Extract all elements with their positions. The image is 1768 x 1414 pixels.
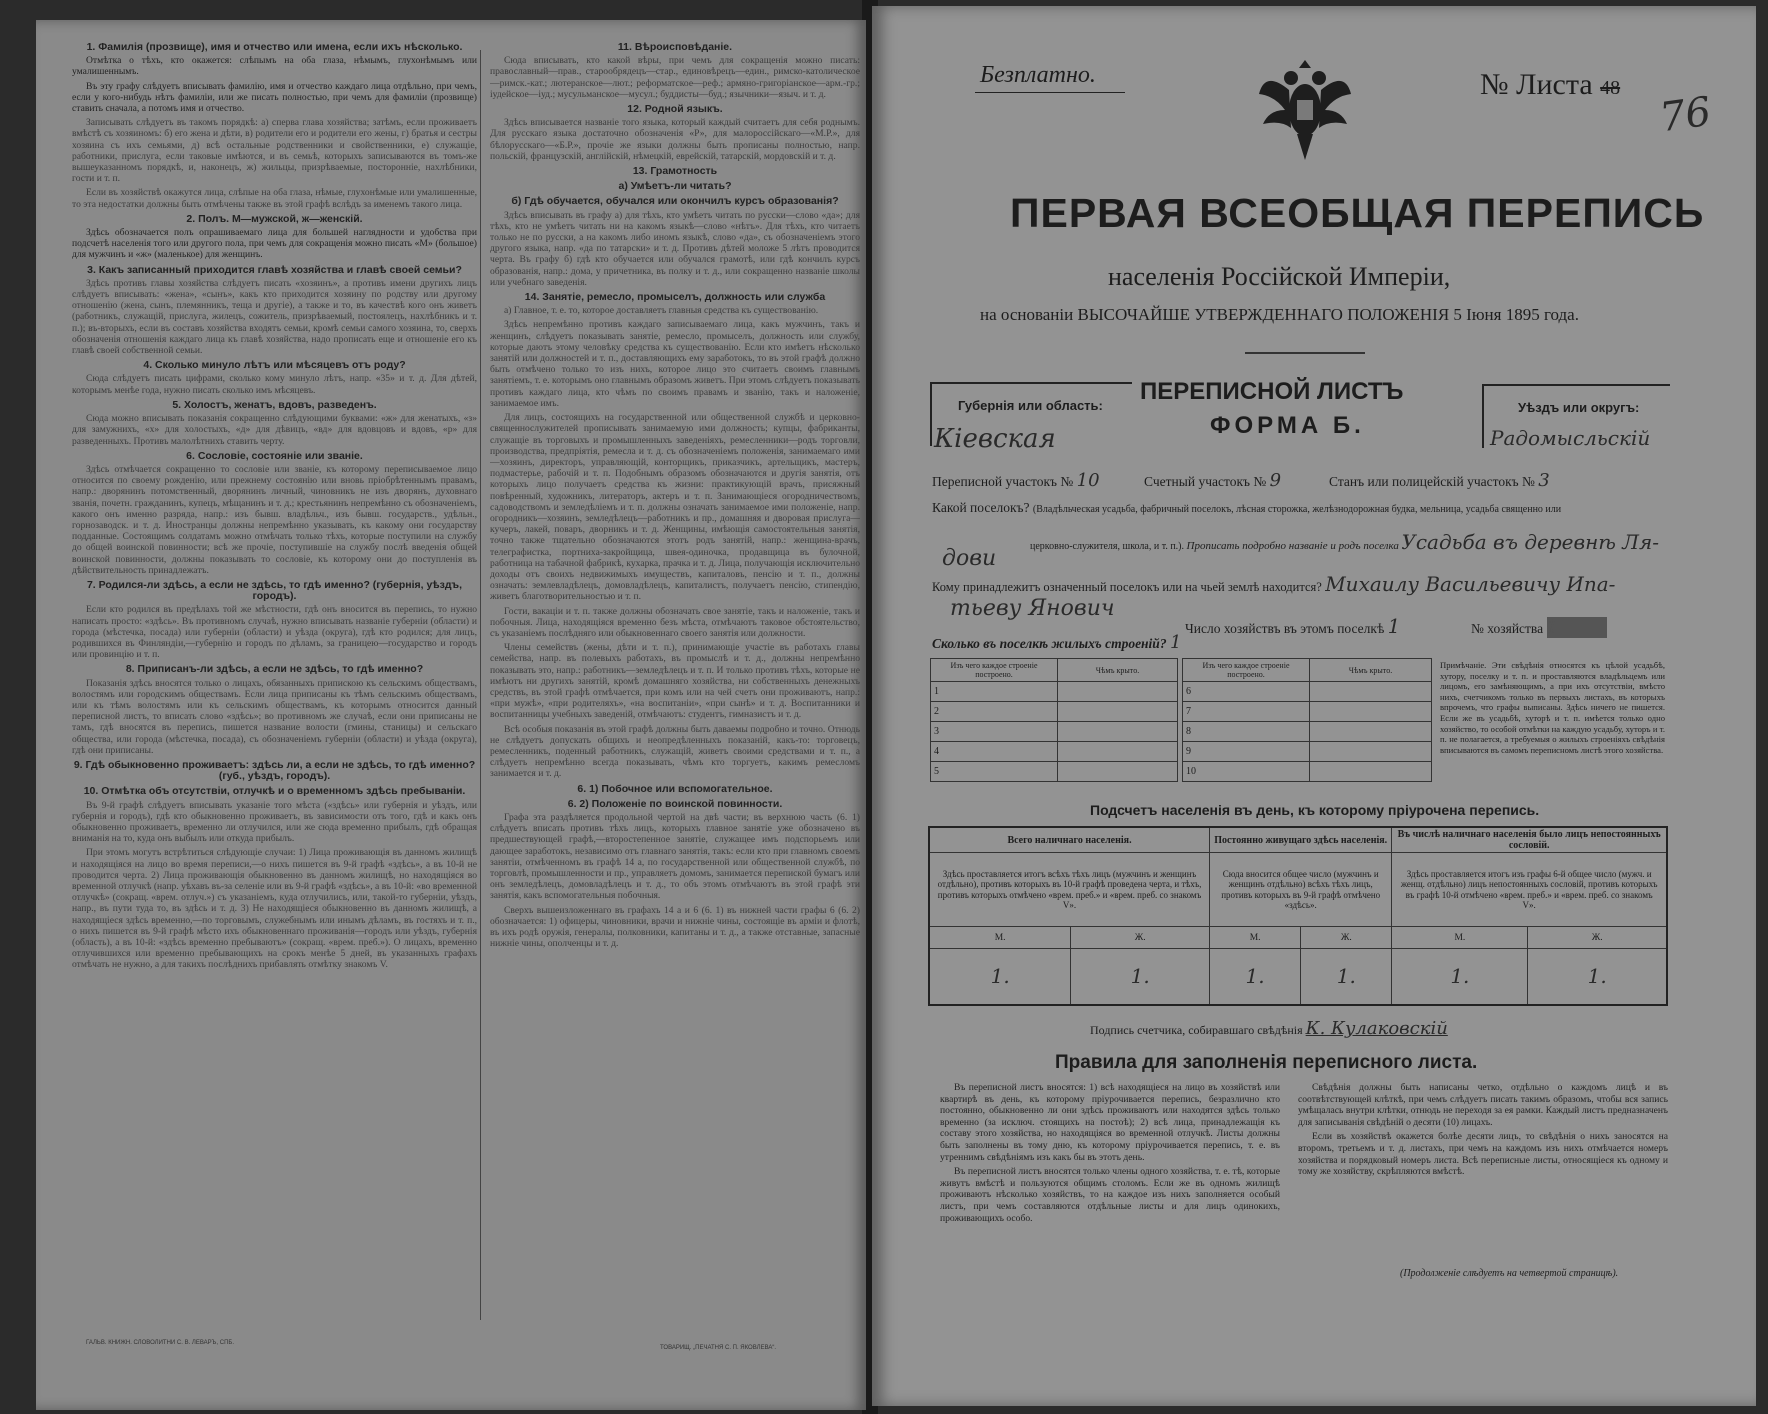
police-area-value[interactable]: 3: [1538, 470, 1550, 491]
section-text-filler: Графа эта раздѣляется продольной чертой на двѣ части; въ верхнюю часть (6. 1) слѣдуетъ вписать противъ тѣхъ лицъ, которыхъ главное занятіе уже обозначено въ предшествующей графѣ,—второстепенное занятіе, служащее имъ подспорьемъ или дающее заработокъ, независимо отъ главнаго занятія, такъ: если кто при главномъ своемъ занятіи, отмѣченномъ въ графѣ 14 а, по государственной или общественной службѣ, по торговлѣ, промышленности и пр., управляетъ домомъ, занимается перепиской бумагъ или онъ земледѣлецъ, домовладѣлецъ и т. д., то объ этомъ отмѣчаютъ въ этой графѣ эти занятія, какъ вспомогательныя побочныя.: [490, 812, 860, 902]
section-text-filler: Сюда слѣдуетъ писать цифрами, сколько кому минуло лѣтъ, напр. «35» и т. д. Для дѣтей, которымъ менѣе года, нужно писать сколько имъ мѣсяцевъ.: [72, 373, 477, 396]
section-heading-4: 4. Сколько минуло лѣтъ или мѣсяцевъ отъ роду?: [143, 359, 406, 372]
section-heading-14-1: 6. 1) Побочное или вспомогательное.: [577, 782, 773, 795]
section-text-filler: Сверхъ вышеизложеннаго въ графахъ 14 а и 6 (6. 1) въ нижней части графы 6 (6. 2) обозначается: 1) офицеры, чиновники, врачи и нижніе чины, состоящіе въ арміи и флотѣ, въ ихъ родѣ оружія, генералы, полковники, капитаны и т. д., а также отставные, запасные нижніе чины, ополченцы и т. д.: [490, 904, 860, 950]
households-label: Число хозяйствъ въ этомъ поселкѣ: [1185, 621, 1385, 636]
rules-text-filler: Въ переписной листъ вносятся только члены одного хозяйства, т. е. тѣ, которые живутъ вмѣстѣ и пользуются общимъ столомъ. Если же въ одномъ жилищѣ проживаютъ нѣсколько хозяйствъ, то на каждое изъ нихъ заполняется особый листъ, при чемъ составляются отдѣльные листы и для лицъ одинокихъ, проживающихъ особо.: [940, 1166, 1280, 1224]
section-heading-3: 3. Какъ записанный приходится главѣ хозяйства и главѣ своей семьи?: [87, 263, 462, 276]
row-number: 3: [931, 722, 1058, 742]
section-heading-8: 8. Приписанъ-ли здѣсь, а если не здѣсь, то гдѣ именно?: [125, 663, 424, 676]
permanent-residents-header: Постоянно живущаго здѣсь населенія.: [1210, 827, 1392, 853]
section-text-filler: Члены семействъ (жены, дѣти и т. п.), принимающіе участіе въ работахъ главы семейства, напр. въ полевыхъ работахъ, въ промыслѣ и т. д., должны непремѣнно показывать это, напр.: работникъ—земледѣлецъ и т. п. И только противъ тѣхъ, которые не имѣютъ ни другихъ занятій, кромѣ домашняго хозяйства, ни собственныхъ денежныхъ средствъ, въ этой графѣ отмѣчается, при комъ или на чей счетъ они проживаютъ, напр.: «при мужѣ», «при родителяхъ», «на воспитаніи», «при сынѣ» и т. д. Воспитанники и воспитанницы учебныхъ заведеній, отмѣчаютъ: студентъ, гимназистъ и т. д.: [490, 642, 860, 721]
row-number: 9: [1183, 742, 1310, 762]
count-cell[interactable]: 1.: [1071, 949, 1210, 1005]
sex-male-label: М.: [1392, 927, 1528, 949]
empty-cell[interactable]: [1058, 702, 1178, 722]
table-row: [1183, 682, 1432, 702]
total-present-description: Здѣсь проставляется итогъ всѣхъ тѣхъ лицъ (мужчинъ и женщинъ отдѣльно), противъ которыхъ въ 10-й графѣ проведена черта, и тѣхъ, противъ которыхъ отмѣчено «врем. преб.» и «врем. преб. со знакомъ V».: [929, 853, 1210, 927]
census-area-label: Переписной участокъ №: [932, 474, 1074, 489]
section-text-filler: Если кто родился въ предѣлахъ той же мѣстности, гдѣ онъ вносится въ перепись, то нужно написать просто: «здѣсь». Въ противномъ случаѣ, нужно вписывать названіе губерніи (области) и города (мѣстечка, посада) или губерніи (области) и уѣзда (округа), гдѣ кто родился; для лицъ, родившихся въ Финляндіи,—губернію и городъ по дѣламъ, за границею—государство и городъ или провинцію и т. п.: [72, 604, 477, 661]
settlement-hint: (Владѣльческая усадьба, фабричный поселокъ, лѣсная сторожка, желѣзнодорожная будка, мельница, усадьба священно или: [1032, 504, 1562, 515]
count-cell[interactable]: 1.: [1301, 949, 1392, 1005]
table-row: [931, 742, 1178, 762]
row-number: 8: [1183, 722, 1310, 742]
census-sheet-title: ПЕРЕПИСНОЙ ЛИСТЪ: [1140, 378, 1404, 405]
area-numbers-row: [932, 470, 1550, 491]
buildings-col-roof: Чѣмъ крыто.: [1310, 659, 1432, 682]
owner-value-2[interactable]: тьеву Янович: [950, 596, 1115, 621]
left-imprint: ГАЛЬВ. КНИЖН. СЛОВОЛИТНИ С. В. ЛЕВАРЪ, СПБ.: [86, 1340, 234, 1346]
section-heading-13a: а) Умѣетъ-ли читать?: [618, 180, 732, 193]
table-row: [931, 722, 1178, 742]
section-heading-2: 2. Полъ. М—мужской, ж—женскій.: [186, 212, 363, 225]
section-heading-13: 13. Грамотность: [632, 165, 718, 178]
section-heading-9: 9. Гдѣ обыкновенно проживаетъ: здѣсь ли, а если не здѣсь, то гдѣ именно? (губ., уѣздъ, городъ).: [73, 758, 476, 783]
rules-text: Въ переписной листъ вносятся: 1) всѣ находящіеся на лицо въ хозяйствѣ или квартирѣ въ день, къ которому пріурочивается перепись, безразлично кто постоянно, обыкновенно ли они здѣсь проживаютъ или находятся здѣсь только временно (за исключ. стоящихъ на постоѣ); 2) всѣ лица, принадлежащія къ составу этого хозяйства, но находящіяся во временной отлучкѣ. Листы должны быть заполнены въ тому дню, къ которому пріурочивается перепись, т. е. въ утреннимъ свѣдѣніямъ изъ какъ бы въ этотъ день.: [940, 1082, 1280, 1163]
population-count-title: Подсчетъ населенія въ день, къ которому пріурочена перепись.: [1090, 802, 1540, 818]
free-label: Безплатно.: [980, 62, 1096, 88]
rules-continued: (Продолженіе слѣдуетъ на четвертой страницѣ).: [1400, 1268, 1619, 1279]
legal-basis: на основаніи ВЫСОЧАЙШЕ УТВЕРЖДЕННАГО ПОЛОЖЕНІЯ 5 Іюня 1895 года.: [980, 305, 1579, 324]
sex-male-label: М.: [929, 927, 1071, 949]
section-heading-14: 14. Занятіе, ремесло, промыселъ, должность или служба: [524, 291, 826, 304]
section-text-filler: Въ 9-й графѣ слѣдуетъ вписывать указаніе того мѣста («здѣсь» или губернія и уѣздъ, или губернія и городъ), гдѣ кто обыкновенно проживаетъ, въ зависимости отъ того, гдѣ и какъ онъ обыкновенно проживаетъ, временно ли отлучился, или же сюда временно прибылъ, гдѣ обращая вниманія на то, куда онъ выбылъ или откуда прибылъ.: [72, 799, 477, 845]
buildings-note: Примѣчаніе. Эти свѣдѣнія относятся къ цѣлой усадьбѣ, хутору, поселку и т. п. и проставляются владѣльцемъ или лицомъ, его замѣняющимъ, а при ихъ отсутствіи, вмѣсто нихъ, счетчикомъ только въ первыхъ листахъ, въ которыхъ впрочемъ, что графы выписаны. Здѣсь ничего не пишется. Если же въ усадьбѣ, хуторѣ и т. п. имѣется только одно хозяйство, то особой отмѣтки на каждую усадьбу, хуторъ и т. п. не полагается, а требуемыя о жилыхъ строеніяхъ свѣдѣнія вписываются въ самомъ переписномъ листѣ этого хозяйства.: [1440, 660, 1665, 755]
free-underline: [975, 92, 1125, 93]
form-type-title: ФОРМА Б.: [1210, 412, 1365, 439]
section-text: Въ эту графу слѣдуетъ вписывать фамилію, имя и отчество каждаго лица отдѣльно, при чемъ, если у кого-нибудь нѣтъ фамиліи, или же писать полностью, при чемъ для фамиліи (прозвище) ставить сначала, а потомъ имя и отчество.: [72, 80, 477, 115]
mid-imprint: ТОВАРИЩ. „ПЕЧАТНЯ С. П. ЯКОВЛЕВА“.: [660, 1345, 777, 1351]
count-cell[interactable]: 1.: [1392, 949, 1528, 1005]
section-text-filler: Здѣсь отмѣчается сокращенно то сословіе или званіе, къ которому переписываемое лицо относится по своему рожденію, или прежнему состоянію или вновь пріобрѣтеннымъ правамъ, напр.: дворянинъ потомственный, дворянинъ личный, чиновникъ не изъ дворянъ, духовнаго званія, почетн. гражданинъ, купецъ, мѣщанинъ и т. д.; крестьянинъ непремѣнно съ обозначеніемъ, какого онъ именно разряда, напр.: изъ бывш. владѣльч., изъ бывш. государств., удѣльн., горнозаводск. и т. д. Иностранцы должны непремѣнно указывать, къ какому они государству подданные. Состоящимъ солдатамъ можно отмѣчать только тѣхъ, которые поступили на службу до общей воинской повинности; всѣ же прочіе, поступившіе на службу послѣ введенія общей воинской повинности, должны показывать то сословіе, къ которому они до поступленія въ дѣйствительность принадлежатъ.: [72, 463, 477, 576]
row-number: 6: [1183, 682, 1310, 702]
buildings-value[interactable]: 1: [1169, 632, 1182, 653]
buildings-col-roof: Чѣмъ крыто.: [1058, 659, 1178, 682]
count-area-label: Счетный участокъ №: [1144, 474, 1267, 489]
total-present-header: Всего наличнаго населенія.: [929, 827, 1210, 853]
households-value[interactable]: 1: [1387, 614, 1401, 638]
census-area-value[interactable]: 10: [1076, 470, 1100, 491]
enumerator-signature-row: [1090, 1018, 1448, 1039]
sheet-number-text: № Листа: [1480, 68, 1593, 101]
household-number-label: № хозяйства: [1471, 621, 1544, 636]
empty-cell[interactable]: [1310, 742, 1432, 762]
section-heading-5: 5. Холостъ, женатъ, вдовъ, разведенъ.: [172, 398, 377, 411]
section-text-filler: Сюда вписывать, кто какой вѣры, при чемъ для сокращенія можно писать: православный—прав., старообрядецъ—стар., единовѣрецъ—един., римско-католическое—римск.-кат.; лютеранское—лют.; реформатское—реф.; армяно-григоріанское—арм.-гр.; іудейское—іуд.; мусульманское—мусул.; буддисты—буд.; язычники—языч. и т. д.: [490, 55, 860, 100]
sex-female-label: Ж.: [1301, 927, 1392, 949]
owner-value[interactable]: Михаилу Васильевичу Ипа-: [1325, 572, 1616, 596]
row-number: 4: [931, 742, 1058, 762]
section-heading-11: 11. Вѣроисповѣданіе.: [617, 41, 733, 53]
empty-cell[interactable]: [1310, 722, 1432, 742]
section-text-filler: Здѣсь противъ главы хозяйства слѣдуетъ писать «хозяинъ», а противъ имени другихъ лицъ слѣдуетъ вписывать: «жена», «сынъ», какъ кто приходится хозяину по родству или другому отношенію (жена, сынъ, племянникъ, теща и другіе), а также и то, въ качествѣ кого онъ живетъ (работникъ, служащій, прислуга, жилецъ, сожитель, призрѣваемый, постоялецъ, нахлѣбникъ и т. п.); въ-вторыхъ, если въ составъ хозяйства входятъ семьи, кромѣ семьи самого хозяина, то, сверхъ обозначенія отношенія каждаго лица къ главѣ хозяйства, надо прописать еще и отношеніе его къ главѣ своей собственной семьи.: [72, 277, 477, 357]
settlement-value-2[interactable]: дови: [942, 546, 997, 571]
row-number: 10: [1183, 762, 1310, 782]
province-value[interactable]: Кіевская: [934, 424, 1056, 454]
section-text: Отмѣтка о тѣхъ, кто окажется: слѣпымъ на оба глаза, нѣмымъ, глухонѣмымъ или умалишеннымъ.: [72, 55, 477, 78]
sheet-number-handwritten: 76: [1657, 88, 1714, 142]
section-heading-10: 10. Отмѣтка объ отсутствіи, отлучкѣ и о временномъ здѣсь пребываніи.: [83, 785, 466, 798]
sex-female-label: Ж.: [1071, 927, 1210, 949]
section-heading-7: 7. Родился-ли здѣсь, а если не здѣсь, то гдѣ именно? (губернія, уѣздъ, городъ).: [86, 578, 463, 603]
settlement-value[interactable]: Усадьба въ деревнѣ Ля-: [1401, 530, 1659, 554]
province-label: Губернія или область:: [958, 398, 1103, 413]
buildings-col-material: Изъ чего каждое строеніе построено.: [931, 659, 1058, 682]
section-text-filler: Сюда можно вписывать показанія сокращенно слѣдующими буквами: «ж» для женатыхъ, «з» для замужнихъ, «х» для холостыхъ, «д» для дѣвицъ, «вд» для вдовцовъ и вдовъ, «р» для разведенныхъ. Противъ малолѣтнихъ ставить черту.: [72, 413, 477, 447]
settlement-hint-row: [1030, 530, 1659, 554]
count-cell[interactable]: 1.: [1210, 949, 1301, 1005]
district-value[interactable]: Радомысльскій: [1490, 426, 1651, 450]
non-permanent-description: Здѣсь проставляется итогъ изъ графы 6-й общее число (мужч. и женщ. отдѣльно) лицъ непостоянныхъ сословій, противъ которыхъ въ графѣ 10-й отмѣчено «врем. преб.» и «врем. преб. со знакомъ V».: [1392, 853, 1667, 927]
row-number: 2: [931, 702, 1058, 722]
buildings-col-material: Изъ чего каждое строеніе построено.: [1183, 659, 1310, 682]
sex-male-label: М.: [1210, 927, 1301, 949]
section-text: Здѣсь обозначается полъ опрашиваемаго лица для большей наглядности и удобства при подсчетѣ населенія того или другого пола, при чемъ для сокращенія можно писать «М» (большое) для мужчинъ и «ж» (маленькое) для женщинъ.: [72, 227, 477, 261]
row-number: 1: [931, 682, 1058, 702]
settlement-hint-2: церковно-служителя, школа, и т. п.).: [1030, 541, 1184, 552]
signature-value[interactable]: К. Кулаковскій: [1305, 1018, 1448, 1039]
empty-cell[interactable]: [1310, 762, 1432, 782]
section-heading-13b: б) Гдѣ обучается, обучался или окончилъ курсъ образованія?: [511, 195, 839, 208]
police-area-label: Станъ или полицейскій участокъ №: [1329, 474, 1535, 489]
settlement-row: [932, 500, 1561, 516]
section-heading-14-2: 6. 2) Положеніе по воинской повинности.: [567, 797, 783, 810]
count-area-value[interactable]: 9: [1269, 470, 1282, 491]
rules-column-right: [1298, 1082, 1668, 1262]
section-text-filler: Показанія здѣсь вносятся только о лицахъ, обязанныхъ припискою къ сельскимъ обществамъ, волостямъ или городскимъ обществамъ. Если лица приписаны къ тѣмъ сельскимъ обществамъ, или къ тѣмъ волостямъ или къ сельскимъ обществамъ, къ которымъ относится данный переписной листъ, то вписать слово «здѣсь»; во противномъ же случаѣ, если они приписаны не тамъ, гдѣ вносятся въ перепись, пишется название волости (гмины, станицы) и сельскаго общества, или города (мѣстечка, посада), съ обозначеніемъ губерніи (области) и уѣзда (округа), гдѣ они приписаны.: [72, 677, 477, 756]
rules-column-left: [940, 1082, 1280, 1282]
signature-label: Подпись счетчика, собиравшаго свѣдѣнія: [1090, 1023, 1303, 1037]
settlement-label: Какой поселокъ?: [932, 500, 1030, 515]
households-row: [1185, 614, 1607, 638]
table-row: [1183, 762, 1432, 782]
table-row: [931, 682, 1178, 702]
form-subtitle: населенія Россійской Имперіи,: [1108, 262, 1451, 291]
rules-text: Свѣдѣнія должны быть написаны четко, отдѣльно о каждомъ лицѣ и въ соотвѣтствующей клѣткѣ, при чемъ слѣдуетъ писать такимъ образомъ, чтобы вся запись умѣщалась внутри клѣтки, отнюдь не переходя за ея рамки. Каждый листъ предназначенъ для записыванія свѣдѣній о десяти (10) лицахъ.: [1298, 1082, 1668, 1128]
instructions-column-1: [72, 38, 477, 1338]
sex-female-label: Ж.: [1528, 927, 1667, 949]
section-text-filler: Здѣсь вписывается названіе того языка, который каждый считаетъ для себя роднымъ. Для русскаго языка достаточно обозначенія «Р», для малороссійскаго—«М.Р.», для бѣлорусскаго—«Б.Р.», прочіе же языки должны быть прописаны полностью, напр. польскій, французскій, англійскій, нѣмецкій, еврейскій, татарскій, мордовскій и т. д.: [490, 117, 860, 162]
empty-cell[interactable]: [1310, 682, 1432, 702]
form-main-title: ПЕРВАЯ ВСЕОБЩАЯ ПЕРЕПИСЬ: [1010, 190, 1705, 236]
permanent-residents-description: Сюда вносится общее число (мужчинъ и женщинъ отдѣльно) всѣхъ тѣхъ лицъ, противъ которыхъ въ 9-й графѣ отмѣчено «здѣсь».: [1210, 853, 1392, 927]
section-text-filler: Всѣ особыя показанія въ этой графѣ должны быть даваемы подробно и точно. Отнюдь не слѣдуетъ допускать общихъ и неопредѣленныхъ показаній, какъ-то: торговецъ, ремесленникъ, поденный работникъ, служащій, живетъ своими средствами и т. п., а слѣдуетъ непремѣнно всегда показывать, чѣмъ кто торгуетъ, какимъ ремесломъ занимается и т. д.: [490, 723, 860, 780]
buildings-label: Сколько въ поселкѣ жилыхъ строеній?: [932, 636, 1167, 651]
owner-label: Кому принадлежитъ означенный поселокъ или на чьей землѣ находится?: [932, 580, 1322, 594]
province-box: [930, 382, 1132, 454]
buildings-row: [932, 632, 1181, 653]
section-text-filler: Гости, вакаціи и т. п. также должны обозначать свое занятіе, такъ и наложеніе, такъ и побочныя. Лица, находящіяся временно безъ мѣста, отмѣчаютъ таковое обстоятельство, съ указаніемъ послѣдняго или обыкновеннаго своего занятія или должности.: [490, 605, 860, 639]
rules-title: Правила для заполненія переписного листа.: [1055, 1052, 1478, 1073]
table-row: [1183, 702, 1432, 722]
section-text-filler: Здѣсь вписывать въ графу а) для тѣхъ, кто умѣетъ читать по русски—слово «да»; для тѣхъ, кто не умѣетъ читать ни на какомъ языкѣ—слово «нѣтъ». Для тѣхъ, кто читаетъ только не по русски, а на какомъ либо иномъ языкѣ, слово «да», съ обозначеніемъ этого другого языка, напр. «да по татарски» и т. д. Противъ дѣтей моложе 5 лѣтъ проводится черта. Въ графу б) гдѣ кто обучается или обучался грамотѣ, или гдѣ кончилъ курсъ образованія, напр.: дома, у причетника, въ полку и т. д., или сокращенно названіе школы или учебнаго заведенія.: [490, 209, 860, 288]
owner-row: [932, 572, 1615, 596]
count-cell[interactable]: 1.: [1528, 949, 1667, 1005]
table-row: [1183, 722, 1432, 742]
double-headed-eagle-emblem: [1255, 50, 1355, 170]
empty-cell[interactable]: [1058, 722, 1178, 742]
section-heading-1: 1. Фамилія (прозвище), имя и отчество или имена, если ихъ нѣсколько.: [86, 41, 463, 53]
rules-text-filler: Если въ хозяйствѣ окажется болѣе десяти лицъ, то свѣдѣнія о нихъ заносятся на второмъ, третьемъ и т. д. листахъ, при чемъ на каждомъ изъ нихъ отмѣчается номеръ хозяйства и порядковый номеръ листа. Всѣ переписные листы, относящіеся къ одному и тому же хозяйству, скрѣпляются вмѣстѣ.: [1298, 1131, 1668, 1178]
table-row: [1183, 742, 1432, 762]
row-number: 7: [1183, 702, 1310, 722]
section-text-filler: Для лицъ, состоящихъ на государственной или общественной службѣ и церковно-священнослужителей прописывать занимаемую ими должность; купцы, фабриканты, служащіе въ торговыхъ и промышленныхъ заведеніяхъ, ремесленники—родъ торговли, производства, предпріятія, ремесла и т. д. съ обозначеніемъ положенія, занимаемаго ими—хозяинъ, директоръ, управляющій, конторщикъ, приказчикъ, артельщикъ, мастеръ, подмастерье, рабочій и т. п. Подобнымъ образомъ обозначаются и другія занятія, отъ которыхъ лицо получаетъ средства къ жизни: практикующій врачъ, присяжный повѣренный, художникъ, литераторъ, актеръ и т. п. Занимающіеся огородничествомъ, садоводствомъ и земледѣліемъ и т. п. должны означать занимаемое ими положеніе, напр. огородникъ—хозяинъ, земледѣлецъ—работникъ и пр., домашняя и дворовая прислуга—кучеръ, лакей, поваръ, дворникъ и т. д. Женщины, имѣющія самостоятельныя занятія, точно также тщательно обозначаются этотъ родъ занятій, напр.: женщина-врачъ, телеграфистка, портниха-закройщица, швея-одиночка, продавщица въ булочной, работница на табачной фабрикѣ, кухарка, прачка и т. д. Лица, получающія исключительно доходы отъ своихъ недвижимыхъ имуществъ, капиталовъ, пенсію и т. п., должны означать: землевладѣлецъ, домовладѣлецъ, капиталистъ, получаетъ пенсію, стипендію, живетъ благотворительностью и т. п.: [490, 412, 860, 603]
table-row: [931, 762, 1178, 782]
count-cell[interactable]: 1.: [929, 949, 1071, 1005]
title-rule: [1245, 352, 1365, 354]
population-count-table: [928, 826, 1668, 1006]
district-box: [1482, 384, 1670, 448]
section-text-filler: Записывать слѣдуетъ въ такомъ порядкѣ: а) сперва глава хозяйства; затѣмъ, если проживаетъ вмѣстѣ съ хозяиномъ: б) его жена и дѣти, в) родители его и родители его жены, г) братья и сестры хозяина съ ихъ семьями, д) всѣ остальные родственники и свойственники, е) служащіе, работники, прислуга, если таковые имѣются, и въ семьѣ, которыхъ записываются въ томъ-же вышеуказанномъ порядкѣ, и, наконецъ, ж) жильцы, призрѣваемые, посторонніе, нахлѣбники, гости и т. п.: [72, 117, 477, 185]
empty-cell[interactable]: [1058, 682, 1178, 702]
section-heading-6: 6. Сословіе, состояніе или званіе.: [186, 449, 363, 462]
empty-cell[interactable]: [1058, 762, 1178, 782]
non-permanent-estates-header: Въ числѣ наличнаго населенія было лицъ непостоянныхъ сословій.: [1392, 827, 1667, 853]
empty-cell[interactable]: [1310, 702, 1432, 722]
empty-cell[interactable]: [1058, 742, 1178, 762]
district-label: Уѣздъ или округъ:: [1518, 400, 1640, 415]
household-number-value[interactable]: 1: [1547, 617, 1607, 638]
instructions-column-2: [490, 38, 860, 1348]
buildings-table-right: [1182, 658, 1432, 782]
section-heading-12: 12. Родной языкъ.: [627, 103, 723, 116]
section-text-filler: Здѣсь непремѣнно противъ каждаго записываемаго лица, какъ мужчинъ, такъ и женщинъ, слѣдуетъ показывать занятіе, ремесло, промыселъ, должность или службу, которые даютъ этому человѣку средства къ существованію. Если кто имѣетъ нѣсколько занятій или должностей и т. п., доставляющихъ ему заработокъ, то въ этой графѣ должно быть отмѣчено только то изъ нихъ, которое лицо это считаетъ своимъ главнымъ занятіемъ, т. е. которымъ оно главнымъ образомъ живетъ. При этомъ слѣдуетъ показывать противъ каждаго лица, кто чѣмъ по своимъ правамъ и званію, такъ и наложеніе, занимаемое имъ.: [490, 319, 860, 409]
section-text-filler: При этомъ могутъ встрѣтиться слѣдующіе случаи: 1) Лица проживающія въ данномъ жилищѣ и находящіяся на лицо во время переписи,—о нихъ пишется въ 9-й графѣ «здѣсь», а въ 10-й не проводится черта. 2) Лица проживающія обыкновенно въ данномъ жилищѣ, но находящіяся во временной отлучкѣ (напр. уѣхавъ въ-за селеніе или въ 9-й графѣ «здѣсь», а въ 10-й: «во временной отлучкѣ» (сокращ. «врем. отлуч.») съ указаніемъ, куда отлучились, или, такой-то губерніи, уѣздъ, напр., въ пути туда то, въ здѣсь и т. д. 3) Не находящіеся обыкновенно въ данномъ жилищѣ, а находящіеся здѣсь временно,—по торговымъ, служебнымъ или инымъ дѣламъ, въ гостяхъ и т. п., о нихъ пишется въ 9-й графѣ мѣсто ихъ обыкновеннаго проживанія—городъ или уѣздъ, губернія (область), а въ 10-й: «здѣсь временно пребываютъ» (сокращ. «врем. преб.»). О лицахъ, временно отлучившихся или временно пребывающихъ на срокъ менѣе 5 дней, въ указанныхъ графахъ отмѣчать не нужно, а для такихъ послѣднихъ прибавлять отмѣтку знакомъ V.: [72, 847, 477, 971]
buildings-table-left: [930, 658, 1178, 782]
row-number: 5: [931, 762, 1058, 782]
section-text-filler: а) Главное, т. е. то, которое доставляетъ главныя средства къ существованію.: [504, 305, 819, 317]
settlement-hint-3: Прописать подробно названіе и родъ поселка: [1186, 540, 1399, 552]
sheet-number-struck: 48: [1600, 77, 1621, 99]
section-text-filler: Если въ хозяйствѣ окажутся лица, слѣпые на оба глаза, нѣмые, глухонѣмые или умалишенные, то эта недостатки должны быть отмѣчены также въ этой графѣ вслѣдъ за именемъ такого лица.: [72, 187, 477, 210]
sheet-number-label: [1480, 68, 1620, 102]
table-row: [931, 702, 1178, 722]
column-divider: [480, 50, 481, 1320]
